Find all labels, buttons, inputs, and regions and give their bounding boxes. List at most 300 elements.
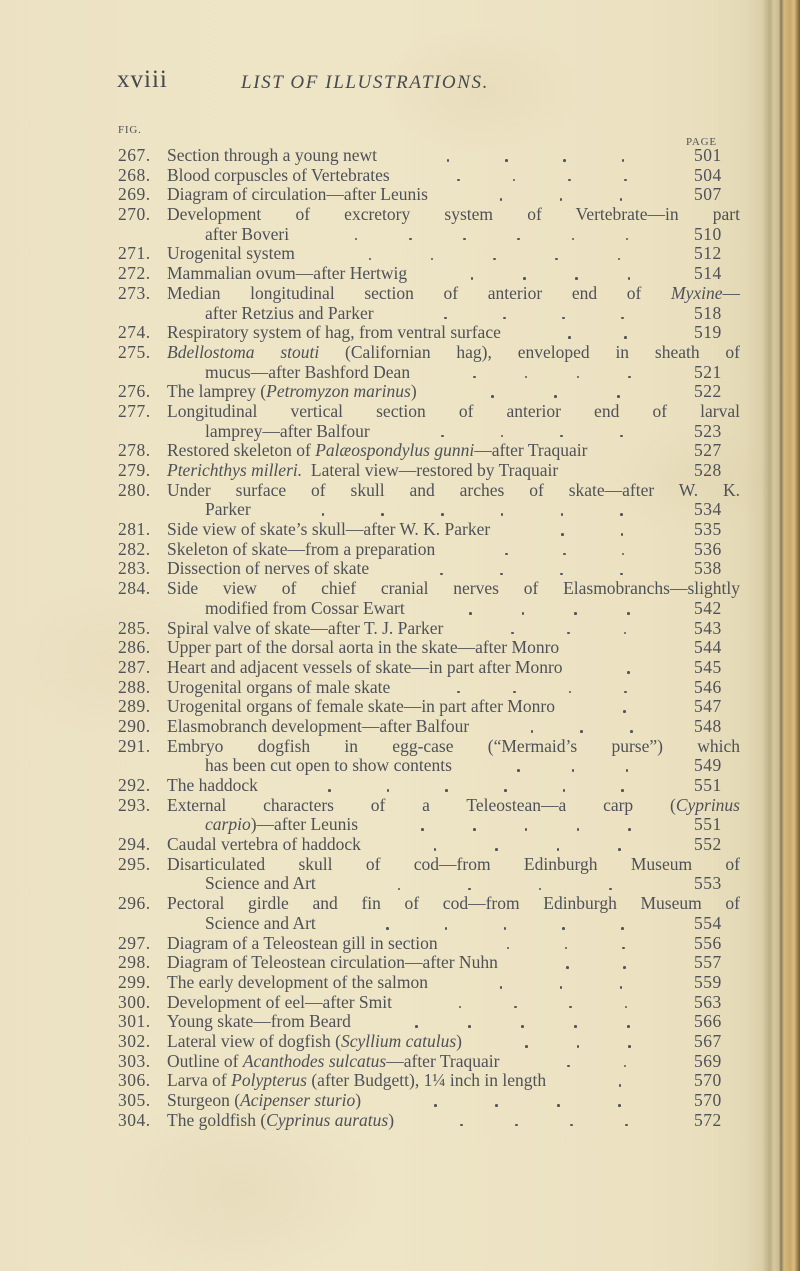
leader-dot [627, 671, 630, 674]
list-item [118, 363, 740, 383]
leader-dot [621, 927, 624, 930]
leader-dot [440, 573, 443, 576]
leader-dot [568, 179, 571, 182]
leader-dot [563, 789, 566, 792]
list-item [118, 874, 740, 894]
entry-caption: Caudal vertebra of haddock [167, 834, 361, 855]
leader-dot [463, 238, 466, 241]
figure-number: 283. [118, 558, 151, 579]
page-number: 559 [694, 971, 722, 992]
figure-number: 302. [118, 1030, 151, 1051]
leader-dot [620, 986, 623, 989]
leader-dot [511, 632, 514, 635]
leader-dot [355, 238, 358, 241]
entry-caption: Mammalian ovum—after Hertwig [167, 263, 408, 284]
list-item [118, 520, 740, 540]
leader-dots [438, 934, 690, 954]
figure-number: 274. [118, 322, 151, 343]
figure-number: 270. [118, 204, 151, 225]
list-item [118, 1111, 740, 1131]
entry-caption: Urogenital organs of male skate [167, 676, 391, 697]
leader-dots [435, 540, 690, 560]
entry-caption: has been cut open to show contents [205, 755, 452, 776]
leader-dot [574, 1025, 577, 1028]
leader-dot [513, 691, 516, 694]
list-item [118, 225, 740, 245]
leader-dot [617, 395, 620, 398]
leader-dot [623, 966, 626, 969]
list-item [118, 717, 740, 737]
leader-dot [566, 966, 569, 969]
leader-dot [618, 258, 621, 261]
leader-dot [623, 710, 626, 713]
leader-dot [560, 435, 563, 438]
page-column-header: PAGE [686, 136, 717, 148]
leader-dot [517, 769, 520, 772]
list-item [118, 402, 740, 422]
entry-caption: Side view of skate’s skull—after W. K. Parker [167, 519, 491, 540]
leader-dot [521, 1025, 524, 1028]
page-number: 542 [694, 597, 722, 618]
leader-dot [624, 179, 627, 182]
figure-number: 268. [118, 164, 151, 185]
page-number: 557 [694, 952, 722, 973]
figure-number: 301. [118, 1011, 151, 1032]
leader-dot [624, 1065, 627, 1068]
page-number: 543 [694, 617, 722, 638]
figure-number: 298. [118, 952, 151, 973]
figure-number: 277. [118, 400, 151, 421]
leader-dot [381, 513, 384, 516]
figure-number: 281. [118, 519, 151, 540]
leader-dot [621, 533, 624, 536]
entry-caption: The early development of the salmon [167, 971, 428, 992]
leader-dots [390, 166, 690, 186]
leader-dot [473, 828, 476, 831]
list-item [118, 638, 740, 658]
entry-caption: Diagram of a Teleostean gill in section [167, 932, 438, 953]
entry-caption: carpio)—after Leunis [205, 814, 359, 835]
list-item [118, 481, 740, 501]
leader-dot [626, 769, 629, 772]
page-number: 554 [694, 912, 722, 933]
leader-dot [560, 573, 563, 576]
page-number: 567 [694, 1030, 722, 1051]
list-item [118, 441, 740, 461]
page-number: 569 [694, 1050, 722, 1071]
list-item [118, 697, 740, 717]
entry-caption: Respiratory system of hag, from ventral surface [167, 322, 501, 343]
entry-caption: Heart and adjacent vessels of skate—in part after Monro [167, 656, 563, 677]
list-item [118, 1032, 740, 1052]
entry-caption: after Retzius and Parker [205, 302, 374, 323]
leader-dot [620, 513, 623, 516]
leader-dot [627, 1025, 630, 1028]
leader-dot [441, 513, 444, 516]
list-item [118, 166, 740, 186]
list-item [118, 756, 740, 776]
leader-dots [394, 1111, 690, 1131]
entry-caption: mucus—after Bashford Dean [205, 361, 411, 382]
page-number: 563 [694, 991, 722, 1012]
list-item [118, 855, 740, 875]
leader-dot [522, 612, 525, 615]
leader-dots [428, 973, 690, 993]
leader-dot [503, 317, 506, 320]
figure-number: 299. [118, 971, 151, 992]
leader-dot [495, 1104, 498, 1107]
folio-page-number: xviii [117, 66, 168, 93]
page-number: 544 [694, 637, 722, 658]
list-item [118, 796, 740, 816]
figure-number: 296. [118, 893, 151, 914]
leader-dots [501, 323, 690, 343]
page-number: 556 [694, 932, 722, 953]
leader-dot [531, 730, 534, 733]
leader-dot [574, 612, 577, 615]
leader-dot [500, 198, 503, 201]
page-number: 572 [694, 1109, 722, 1130]
entry-caption: after Boveri [205, 223, 290, 244]
entry-caption: Longitudinal vertical section of anterior end of larval [167, 400, 740, 421]
entry-caption: Elasmobranch development—after Balfour [167, 715, 470, 736]
leader-dot [621, 789, 624, 792]
page-number: 521 [694, 361, 722, 382]
entry-caption: Spiral valve of skate—after T. J. Parker [167, 617, 444, 638]
list-item [118, 835, 740, 855]
leader-dot [525, 1045, 528, 1048]
page-number: 519 [694, 322, 722, 343]
illustration-list [0, 146, 800, 1130]
list-item [118, 382, 740, 402]
leader-dot [445, 927, 448, 930]
page-number: 551 [694, 775, 722, 795]
list-item [118, 323, 740, 343]
leader-dot [409, 238, 412, 241]
leader-dot [628, 1045, 631, 1048]
page-title: LIST OF ILLUSTRATIONS. [241, 72, 489, 93]
leader-dot [618, 1104, 621, 1107]
entry-caption: Young skate—from Beard [167, 1011, 351, 1032]
leader-dot [625, 1124, 628, 1127]
entry-caption: The goldfish (Cyprinus auratus) [167, 1109, 395, 1130]
leader-dot [572, 769, 575, 772]
leader-dot [560, 198, 563, 201]
list-item [118, 914, 740, 934]
page-number: 501 [694, 145, 722, 165]
list-item [118, 284, 740, 304]
leader-dot [504, 927, 507, 930]
figure-number: 292. [118, 775, 151, 795]
leader-dots [258, 776, 690, 796]
page-number: 510 [694, 223, 722, 244]
figure-number: 305. [118, 1090, 151, 1110]
leader-dot [562, 927, 565, 930]
leader-dot [562, 317, 565, 320]
leader-dot [468, 1025, 471, 1028]
leader-dot [555, 258, 558, 261]
leader-dots [361, 1091, 690, 1111]
list-item [118, 244, 740, 264]
page-number: 523 [694, 420, 722, 441]
entry-caption: Diagram of Teleostean circulation—after Nuhn [167, 952, 498, 973]
leader-dots [289, 225, 690, 245]
leader-dot [630, 730, 633, 733]
leader-dot [398, 888, 401, 891]
leader-dot [457, 179, 460, 182]
list-item [118, 304, 740, 324]
page-number: 552 [694, 834, 722, 855]
page-number: 536 [694, 538, 722, 559]
page-number: 566 [694, 1011, 722, 1032]
leader-dots [392, 993, 690, 1013]
figure-number: 276. [118, 381, 151, 402]
list-item [118, 619, 740, 639]
page-number: 548 [694, 715, 722, 736]
entry-caption: External characters of a Teleostean—a carp (Cyprinus [167, 794, 740, 815]
leader-dot [569, 1006, 572, 1009]
list-item [118, 422, 740, 442]
leader-dot [515, 1124, 518, 1127]
leader-dot [525, 376, 528, 379]
list-item [118, 953, 740, 973]
leader-dot [500, 573, 503, 576]
figure-number: 271. [118, 243, 151, 264]
figure-number: 294. [118, 834, 151, 855]
leader-dots [295, 244, 690, 264]
leader-dot [495, 848, 498, 851]
leader-dot [441, 435, 444, 438]
leader-dot [620, 573, 623, 576]
figure-number: 279. [118, 460, 151, 480]
page-number: 546 [694, 676, 722, 697]
leader-dot [577, 1045, 580, 1048]
entry-caption: Science and Art [205, 873, 316, 894]
leader-dot [621, 317, 624, 320]
page-number: 547 [694, 696, 722, 717]
leader-dots [374, 304, 690, 324]
entry-caption: Embryo dogfish in egg-case (“Mermaid’s purse”) which [167, 735, 740, 756]
figure-number: 269. [118, 184, 151, 205]
leader-dot [507, 947, 510, 950]
page-number: 549 [694, 755, 722, 776]
page-number: 518 [694, 302, 722, 323]
entry-caption: Median longitudinal section of anterior end of Myxine— [167, 282, 740, 303]
list-item [118, 146, 740, 166]
leader-dot [561, 513, 564, 516]
figure-number: 273. [118, 282, 151, 303]
entry-caption: modified from Cossar Ewart [205, 597, 405, 618]
leader-dots [499, 1052, 690, 1072]
page-number: 512 [694, 243, 722, 264]
leader-dots [369, 559, 690, 579]
leader-dots [452, 756, 690, 776]
leader-dot [431, 258, 434, 261]
leader-dot [625, 1006, 628, 1009]
page-number: 507 [694, 184, 722, 205]
figure-number: 288. [118, 676, 151, 697]
leader-dot [501, 435, 504, 438]
leader-dot [471, 277, 474, 280]
entry-caption: Sturgeon (Acipenser sturio) [167, 1090, 362, 1110]
leader-dots [361, 835, 690, 855]
leader-dots [377, 146, 690, 166]
list-item [118, 1052, 740, 1072]
leader-dot [618, 848, 621, 851]
leader-dots [462, 1032, 690, 1052]
leader-dot [561, 533, 564, 536]
figure-number: 286. [118, 637, 151, 658]
leader-dot [369, 258, 372, 261]
leader-dots [417, 382, 690, 402]
entry-caption: Diagram of circulation—after Leunis [167, 184, 428, 205]
leader-dot [626, 238, 629, 241]
leader-dot [459, 1006, 462, 1009]
list-item [118, 815, 740, 835]
entry-caption: Restored skeleton of Palæospondylus gunni—after Traquair [167, 440, 588, 461]
leader-dot [628, 376, 631, 379]
leader-dot [567, 632, 570, 635]
leader-dot [469, 612, 472, 615]
list-item [118, 973, 740, 993]
leader-dot [620, 198, 623, 201]
figure-number: 284. [118, 578, 151, 599]
leader-dot [386, 927, 389, 930]
leader-dot [563, 553, 566, 556]
list-item [118, 1091, 740, 1111]
entry-caption: Section through a young newt [167, 145, 377, 165]
leader-dot [525, 828, 528, 831]
figure-number: 295. [118, 853, 151, 874]
list-item [118, 500, 740, 520]
figure-number: 303. [118, 1050, 151, 1071]
entry-caption: Larva of Polypterus (after Budgett), 1¼ inch in length [167, 1070, 547, 1091]
leader-dot [570, 1124, 573, 1127]
entry-caption: Urogenital system [167, 243, 295, 264]
leader-dots [490, 520, 690, 540]
list-item [118, 1012, 740, 1032]
leader-dots [316, 914, 690, 934]
entry-caption: Dissection of nerves of skate [167, 558, 370, 579]
leader-dots [555, 697, 690, 717]
leader-dots [251, 500, 690, 520]
leader-dot [444, 317, 447, 320]
leader-dot [505, 553, 508, 556]
figure-number: 278. [118, 440, 151, 461]
leader-dot [493, 258, 496, 261]
entry-caption: The haddock [167, 775, 258, 795]
leader-dot [434, 1104, 437, 1107]
entry-caption: Development of eel—after Smit [167, 991, 392, 1012]
leader-dot [568, 336, 571, 339]
leader-dots [358, 815, 690, 835]
page-number: 528 [694, 460, 722, 480]
entry-caption: Outline of Acanthodes sulcatus—after Traquair [167, 1050, 500, 1071]
leader-dot [500, 986, 503, 989]
leader-dots [546, 1071, 690, 1091]
leader-dot [473, 376, 476, 379]
figure-number: 280. [118, 479, 151, 500]
figure-number: 272. [118, 263, 151, 284]
entry-caption: Side view of chief cranial nerves of Elasmobranchs—slightly [167, 578, 740, 599]
list-item [118, 776, 740, 796]
page-number: 534 [694, 499, 722, 520]
leader-dot [523, 277, 526, 280]
leader-dot [628, 828, 631, 831]
leader-dots [405, 599, 690, 619]
list-item [118, 934, 740, 954]
leader-dot [622, 553, 625, 556]
figure-number: 285. [118, 617, 151, 638]
page-number: 522 [694, 381, 722, 402]
list-item [118, 185, 740, 205]
page-number: 551 [694, 814, 722, 835]
leader-dot [563, 159, 566, 162]
figure-number: 275. [118, 341, 151, 362]
entry-caption: Upper part of the dorsal aorta in the skate—after Monro [167, 637, 560, 658]
leader-dots [498, 953, 690, 973]
leader-dots [587, 441, 690, 461]
leader-dot [445, 789, 448, 792]
list-item [118, 658, 740, 678]
figure-number: 306. [118, 1070, 151, 1091]
entry-caption: Urogenital organs of female skate—in part after Monro [167, 696, 555, 717]
leader-dot [513, 179, 516, 182]
figure-number: 291. [118, 735, 151, 756]
leader-dots [410, 363, 690, 383]
leader-dot [322, 513, 325, 516]
page-number: 527 [694, 440, 722, 461]
leader-dot [572, 238, 575, 241]
leader-dot [569, 691, 572, 694]
entry-caption: Science and Art [205, 912, 316, 933]
list-item [118, 559, 740, 579]
leader-dot [575, 277, 578, 280]
entry-caption: Lateral view of dogfish (Scyllium catulus) [167, 1030, 462, 1051]
leader-dots [559, 638, 690, 658]
entry-caption: Disarticulated skull of cod—from Edinburgh Museum of [167, 853, 740, 874]
leader-dot [557, 848, 560, 851]
leader-dot [460, 1124, 463, 1127]
list-item [118, 461, 740, 481]
leader-dots [469, 717, 690, 737]
leader-dot [627, 612, 630, 615]
leader-dot [622, 947, 625, 950]
list-item [118, 678, 740, 698]
figure-column-header: FIG. [118, 124, 142, 136]
leader-dot [580, 730, 583, 733]
figure-number: 287. [118, 656, 151, 677]
leader-dot [501, 513, 504, 516]
figure-number: 282. [118, 538, 151, 559]
leader-dot [609, 888, 612, 891]
list-item [118, 737, 740, 757]
leader-dot [514, 1006, 517, 1009]
list-item [118, 1071, 740, 1091]
leader-dot [468, 888, 471, 891]
page-number: 570 [694, 1090, 722, 1110]
leader-dot [624, 632, 627, 635]
leader-dot [567, 1065, 570, 1068]
list-item [118, 993, 740, 1013]
list-item [118, 579, 740, 599]
leader-dot [505, 159, 508, 162]
leader-dot [387, 789, 390, 792]
leader-dots [407, 264, 690, 284]
list-item [118, 599, 740, 619]
figure-number: 297. [118, 932, 151, 953]
figure-number: 267. [118, 145, 151, 165]
